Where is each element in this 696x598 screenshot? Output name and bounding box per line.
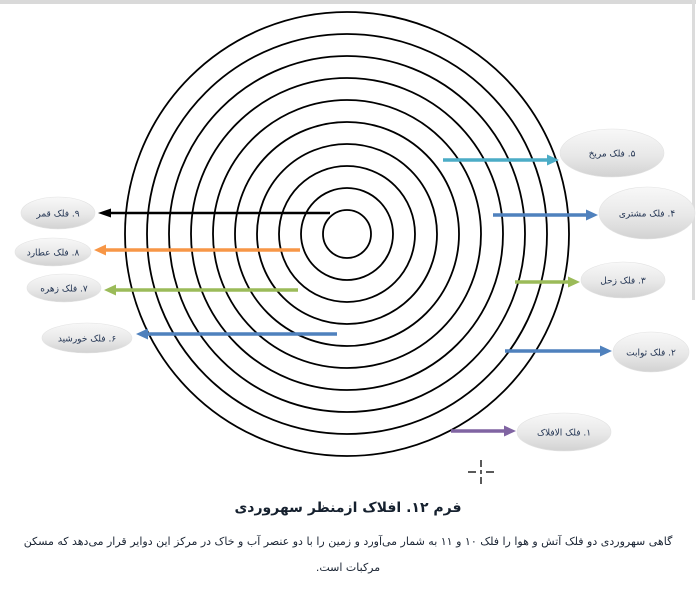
zohreh-label: ۷. فلک زهره bbox=[40, 284, 88, 295]
orbit-circles bbox=[125, 12, 569, 456]
figure-description-line2: مرکبات است. bbox=[315, 561, 381, 574]
zohal-label: ۳. فلک زحل bbox=[600, 276, 646, 287]
zohreh-arrow-head bbox=[104, 285, 116, 296]
savabet-arrow-head bbox=[600, 346, 612, 357]
sphere-qamar bbox=[21, 197, 330, 229]
figure-title: فرم ۱۲. افلاک ازمنظر سهروردی bbox=[234, 500, 462, 516]
figure-description-line1: گاهی سهروردی دو فلک آتش و هوا را فلک ۱۰ و ۱۱ به شمار می‌آورد و زمین را با دو عنصر آب و خاک در مرکز این دوایر قرار می‌دهد که مسکن bbox=[23, 535, 673, 548]
savabet-label: ۲. فلک ثوابت bbox=[626, 348, 676, 359]
sphere-khorshid bbox=[42, 323, 337, 353]
sphere-zohreh bbox=[27, 274, 298, 302]
sphere-aflak bbox=[451, 413, 611, 451]
zohal-arrow-head bbox=[568, 277, 580, 288]
orbit-circle bbox=[257, 144, 437, 324]
aflak-arrow-head bbox=[504, 426, 516, 437]
khorshid-label: ۶. فلک خورشید bbox=[57, 334, 117, 345]
orbit-circle bbox=[279, 166, 415, 302]
orbit-circle bbox=[191, 78, 503, 390]
moshtari-arrow-head bbox=[586, 210, 598, 221]
qamar-arrow-head bbox=[98, 209, 111, 218]
orbit-circle bbox=[169, 56, 525, 412]
aflak-label: ۱. فلک الافلاک bbox=[536, 428, 592, 439]
moshtari-label: ۴. فلک مشتری bbox=[618, 209, 676, 220]
orbit-circle bbox=[235, 122, 459, 346]
atarod-label: ۸. فلک عطارد bbox=[26, 248, 80, 259]
khorshid-arrow-head bbox=[136, 329, 148, 340]
orbit-circle bbox=[301, 188, 393, 280]
merrikh-label: ۵. فلک مریخ bbox=[588, 149, 636, 160]
atarod-arrow-head bbox=[94, 245, 106, 256]
orbit-circle bbox=[213, 100, 481, 368]
sphere-savabet bbox=[505, 332, 689, 372]
caption bbox=[0, 500, 696, 581]
orbit-circle bbox=[323, 210, 371, 258]
orbit-circle bbox=[147, 34, 547, 434]
qamar-label: ۹. فلک قمر bbox=[36, 209, 80, 220]
figure-crosshair bbox=[468, 460, 494, 484]
